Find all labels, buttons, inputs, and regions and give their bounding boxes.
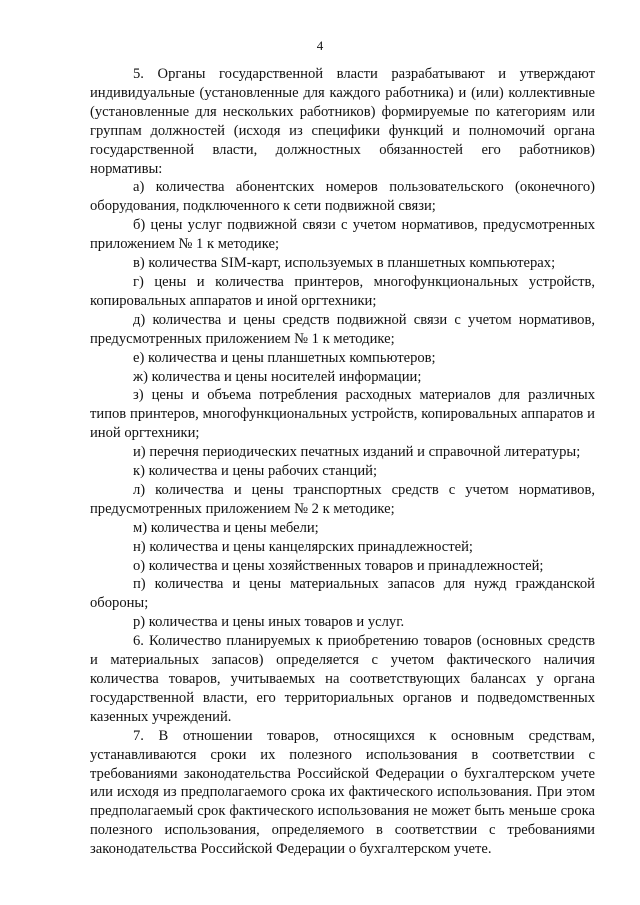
- paragraph-5: 5. Органы государственной власти разрабатывают и утверждают индивидуальные (установленные для каждого работника) и (или) коллективные (установленные для нескольких работников) формируемые по категориям или группам должностей (исходя из специфики функций и полномочий органа государственной власти, должностных обязанностей его работников) нормативы:: [90, 66, 595, 177]
- list-item-o: о) количества и цены хозяйственных товаров и принадлежностей;: [133, 557, 544, 574]
- list-item-a: а) количества абонентских номеров пользовательского (оконечного) оборудования, подключенного к сети подвижной связи;: [90, 179, 595, 215]
- list-item-zh: ж) количества и цены носителей информации;: [133, 368, 422, 385]
- list-item-g: г) цены и количества принтеров, многофункциональных устройств, копировальных аппаратов и иной оргтехники;: [90, 273, 595, 309]
- list-item-m: м) количества и цены мебели;: [133, 519, 319, 536]
- list-item-d: д) количества и цены средств подвижной связи с учетом нормативов, предусмотренных приложением № 1 к методике;: [90, 311, 595, 347]
- document-body: [90, 65, 595, 859]
- list-item-p: п) количества и цены материальных запасов для нужд гражданской обороны;: [90, 576, 595, 612]
- list-item-r: р) количества и цены иных товаров и услуг.: [133, 614, 405, 631]
- list-item-k: к) количества и цены рабочих станций;: [133, 463, 378, 480]
- list-item-b: б) цены услуг подвижной связи с учетом нормативов, предусмотренных приложением № 1 к методике;: [90, 217, 595, 253]
- page-number: 4: [316, 38, 324, 53]
- paragraph-6: 6. Количество планируемых к приобретению товаров (основных средств и материальных запасов) определяется с учетом фактического наличия количества товаров, учитываемых на соответствующих балансах у органа государственной власти, его территориальных органов и подведомственных казенных учреждений.: [90, 633, 595, 725]
- list-item-z: з) цены и объема потребления расходных материалов для различных типов принтеров, многофункциональных устройств, копировальных аппаратов и иной оргтехники;: [90, 387, 595, 442]
- list-item-v: в) количества SIM-карт, используемых в планшетных компьютерах;: [133, 255, 556, 272]
- list-item-e: е) количества и цены планшетных компьютеров;: [133, 349, 436, 366]
- paragraph-7: 7. В отношении товаров, относящихся к основным средствам, устанавливаются сроки их полезного использования в соответствии с требованиями законодательства Российской Федерации о бухгалтерском учете или исходя из предполагаемого срока их фактического использования. При этом предполагаемый срок фактического использования не может быть меньше срока полезного использования, определяемого в соответствии с требованиями законодательства Российской Федерации о бухгалтерском учете.: [90, 727, 595, 858]
- list-item-l: л) количества и цены транспортных средств с учетом нормативов, предусмотренных приложением № 2 к методике;: [90, 481, 595, 517]
- list-item-i: и) перечня периодических печатных изданий и справочной литературы;: [133, 444, 581, 461]
- list-item-n: н) количества и цены канцелярских принадлежностей;: [133, 538, 473, 555]
